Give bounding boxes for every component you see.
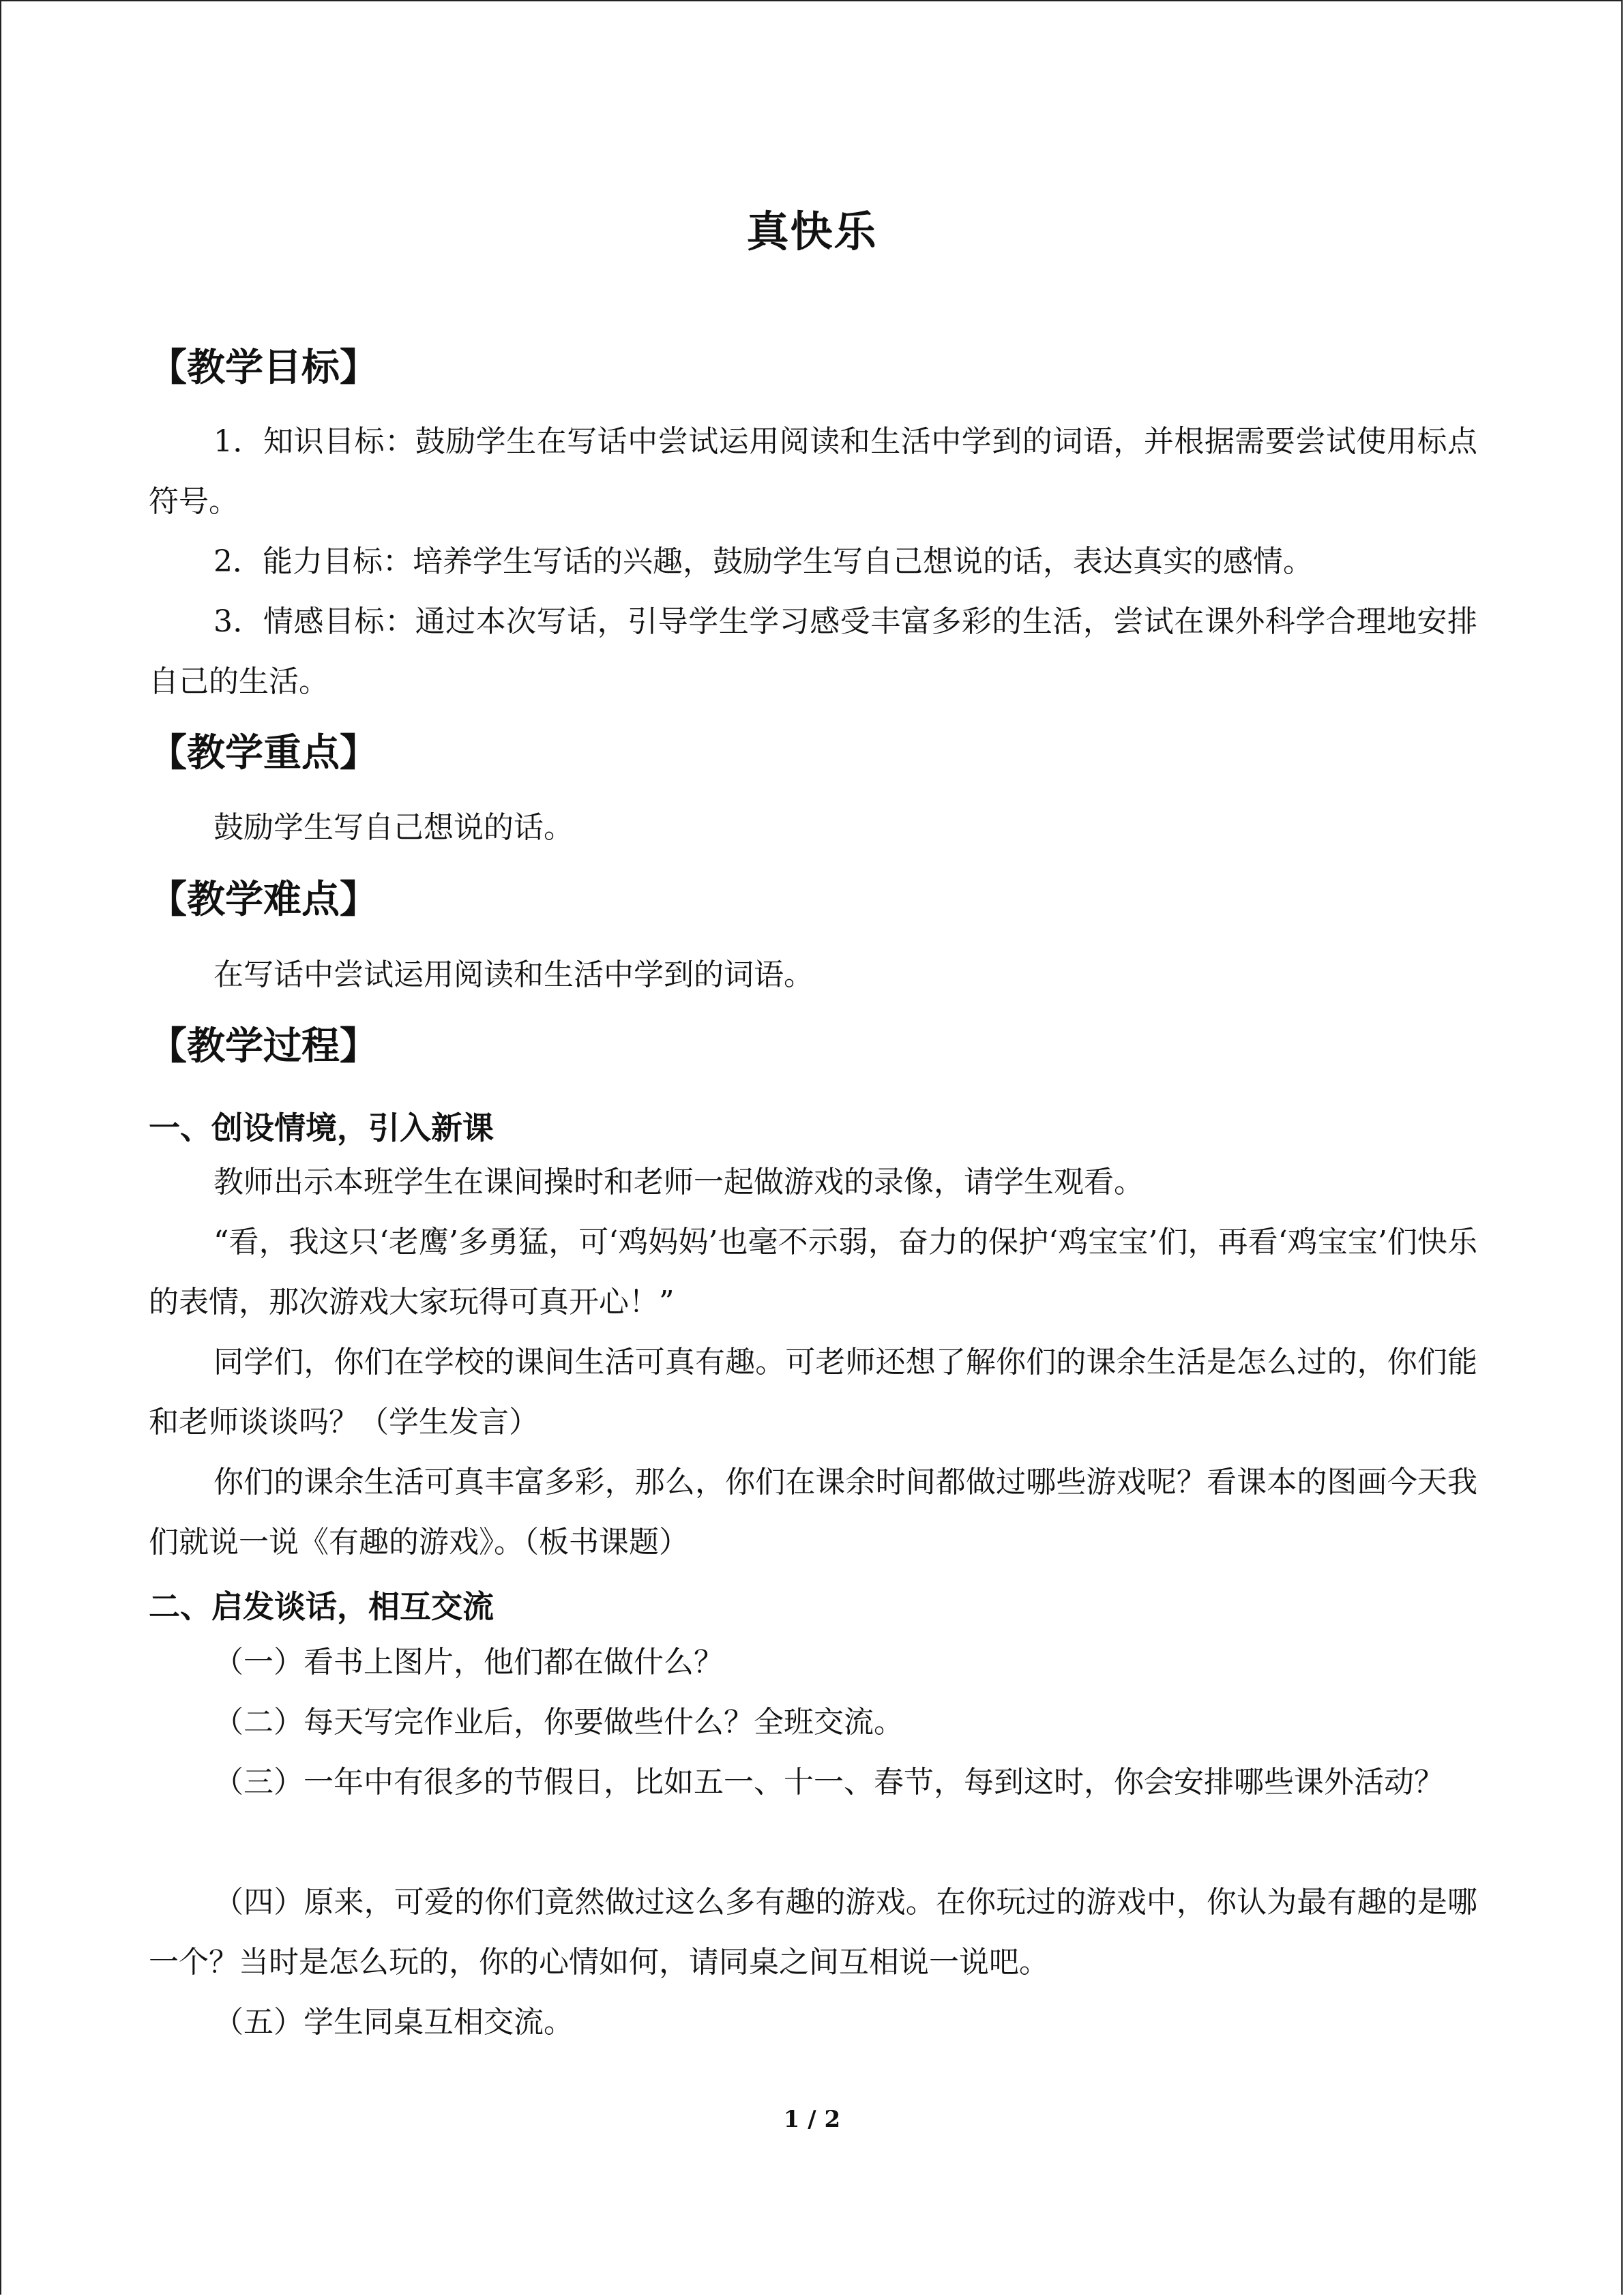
objective-2: 2．能力目标：培养学生写话的兴趣，鼓励学生写自己想说的话，表达真实的感情。: [213, 544, 1313, 579]
document-title: 真快乐: [746, 207, 878, 256]
part2-paragraph-4: （四）原来，可爱的你们竟然做过这么多有趣的游戏。在你玩过的游戏中，你认为最有趣的是哪一个？当时是怎么玩的，你的心情如何，请同桌之间互相说一说吧。: [149, 1885, 1477, 1980]
difficulties-text: 在写话中尝试运用阅读和生活中学到的词语。: [213, 957, 814, 992]
process-part2-title: 二、启发谈话，相互交流: [149, 1588, 494, 1625]
part2-paragraph-2: （二）每天写完作业后，你要做些什么？全班交流。: [213, 1705, 904, 1740]
process-part1-title: 一、创设情境，引入新课: [149, 1109, 494, 1146]
part2-paragraph-5: （五）学生同桌互相交流。: [213, 2005, 574, 2040]
part1-paragraph-2: “看，我这只‘老鹰’多勇猛，可‘鸡妈妈’也毫不示弱，奋力的保护‘鸡宝宝’们，再看‘鸡宝宝’们快乐的表情，那次游戏大家玩得可真开心！”: [149, 1225, 1477, 1320]
part1-paragraph-3: 同学们，你们在学校的课间生活可真有趣。可老师还想了解你们的课余生活是怎么过的，你们能和老师谈谈吗？（学生发言）: [149, 1345, 1477, 1440]
objective-1: 1．知识目标：鼓励学生在写话中尝试运用阅读和生活中学到的词语，并根据需要尝试使用标点符号。: [149, 424, 1477, 519]
part1-paragraph-1: 教师出示本班学生在课间操时和老师一起做游戏的录像，请学生观看。: [213, 1165, 1144, 1199]
part1-paragraph-4: 你们的课余生活可真丰富多彩，那么，你们在课余时间都做过哪些游戏呢？看课本的图画今天我们就说一说《有趣的游戏》。（板书课题）: [149, 1465, 1477, 1560]
heading-key-points: 【教学重点】: [149, 731, 378, 775]
heading-process: 【教学过程】: [149, 1024, 378, 1069]
part2-paragraph-3: （三）一年中有很多的节假日，比如五一、十一、春节，每到这时，你会安排哪些课外活动？: [213, 1765, 1444, 1800]
key-points-text: 鼓励学生写自己想说的话。: [213, 810, 574, 845]
heading-difficulties: 【教学难点】: [149, 878, 378, 922]
part2-paragraph-1: （一）看书上图片，他们都在做什么？: [213, 1645, 724, 1680]
objective-3: 3．情感目标：通过本次写话，引导学生学习感受丰富多彩的生活，尝试在课外科学合理地安排自己的生活。: [149, 604, 1477, 699]
heading-objectives: 【教学目标】: [149, 346, 378, 390]
page-number: 1 / 2: [783, 2106, 841, 2133]
